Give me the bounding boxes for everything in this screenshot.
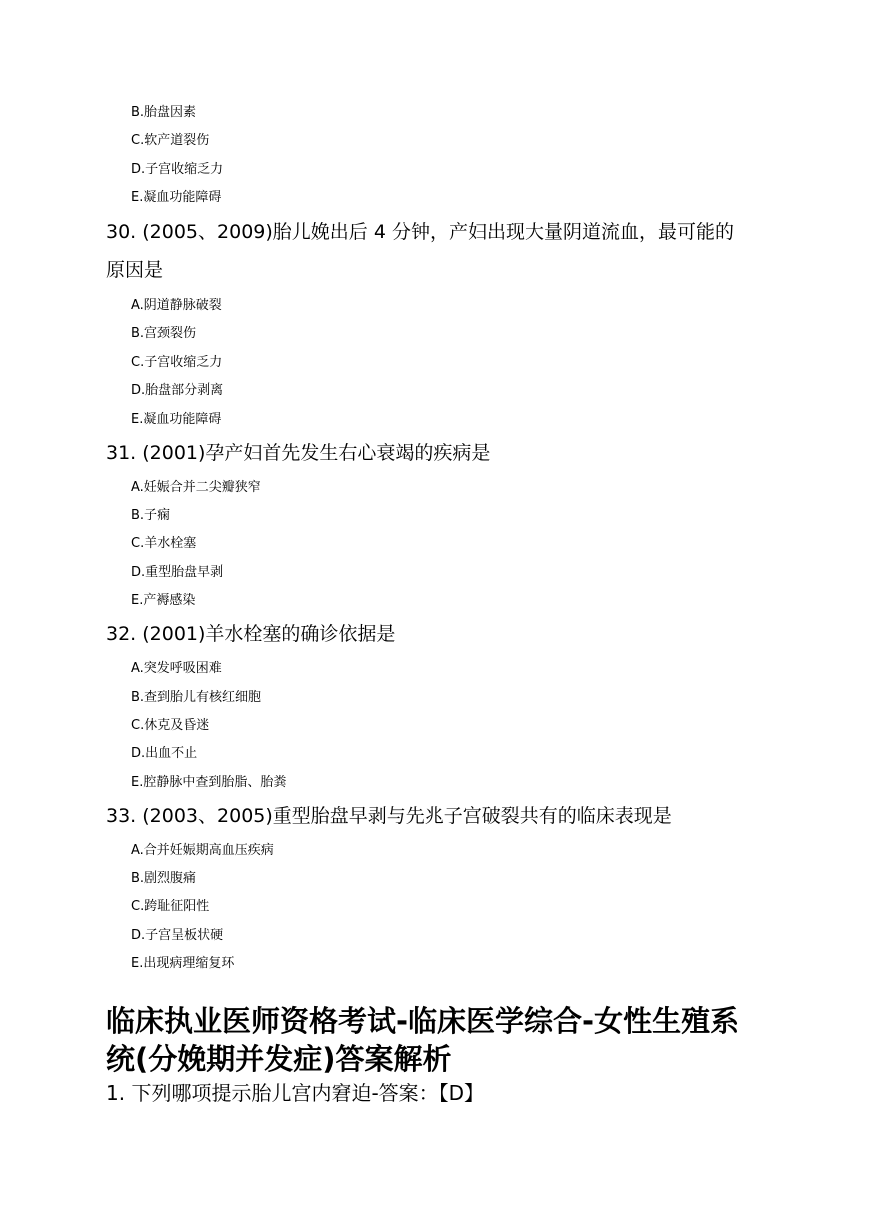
option-item: D.子宫呈板状硬 (131, 928, 224, 943)
option-item: D.出血不止 (131, 746, 198, 761)
option-item: C.羊水栓塞 (131, 536, 197, 551)
option-item: D.重型胎盘早剥 (131, 565, 224, 580)
question-32-text: 32. (2001)羊水栓塞的确诊依据是 (106, 623, 396, 645)
option-item: C.跨耻征阳性 (131, 899, 210, 914)
option-item: E.腔静脉中查到胎脂、胎粪 (131, 775, 287, 790)
option-item: C.休克及昏迷 (131, 718, 210, 733)
option-item: B.剧烈腹痛 (131, 871, 197, 886)
option-item: B.胎盘因素 (131, 105, 197, 120)
answer-line: 1. 下列哪项提示胎儿宫内窘迫-答案：【D】 (106, 1081, 485, 1105)
option-item: A.突发呼吸困难 (131, 661, 222, 676)
option-item: E.凝血功能障碍 (131, 412, 222, 427)
question-33-text: 33. (2003、2005)重型胎盘早剥与先兆子宫破裂共有的临床表现是 (106, 805, 672, 827)
option-item: A.合并妊娠期高血压疾病 (131, 843, 274, 858)
option-item: E.凝血功能障碍 (131, 190, 222, 205)
option-item: A.阴道静脉破裂 (131, 298, 222, 313)
section-heading: 临床执业医师资格考试-临床医学综合-女性生殖系 (106, 1004, 740, 1038)
option-item: B.宫颈裂伤 (131, 326, 197, 341)
option-item: E.产褥感染 (131, 593, 196, 608)
question-30-text: 30. (2005、2009)胎儿娩出后 4 分钟，产妇出现大量阴道流血，最可能的 (106, 221, 734, 243)
option-item: B.查到胎儿有核红细胞 (131, 690, 262, 705)
option-item: C.软产道裂伤 (131, 133, 210, 148)
option-item: D.胎盘部分剥离 (131, 383, 224, 398)
option-item: D.子宫收缩乏力 (131, 162, 224, 177)
section-heading-continued: 统(分娩期并发症)答案解析 (106, 1042, 452, 1076)
option-item: E.出现病理缩复环 (131, 956, 235, 971)
option-item: A.妊娠合并二尖瓣狭窄 (131, 480, 261, 495)
question-31-text: 31. (2001)孕产妇首先发生右心衰竭的疾病是 (106, 442, 491, 464)
option-item: B.子痫 (131, 508, 171, 523)
question-30-text-continued: 原因是 (106, 259, 164, 281)
option-item: C.子宫收缩乏力 (131, 355, 223, 370)
